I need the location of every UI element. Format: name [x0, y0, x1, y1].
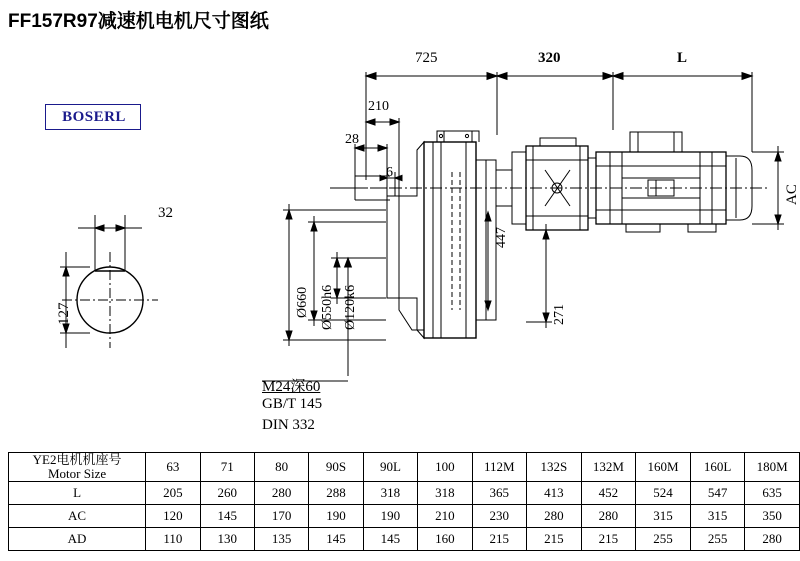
cell-AC-10: 315 — [690, 505, 745, 528]
note-thread-size: M24深60 — [262, 379, 321, 395]
electric-motor — [588, 132, 752, 232]
dim-447: 447 — [494, 227, 509, 248]
cell-L-7: 413 — [527, 482, 582, 505]
cell-AC-7: 280 — [527, 505, 582, 528]
cell-AC-11: 350 — [745, 505, 800, 528]
table-col-0: 63 — [146, 453, 200, 482]
cell-L-10: 547 — [690, 482, 745, 505]
cell-AC-3: 190 — [309, 505, 363, 528]
cell-AD-0: 110 — [146, 528, 200, 551]
dim-6: 6 — [386, 165, 393, 180]
cell-L-9: 524 — [636, 482, 691, 505]
cell-AC-8: 280 — [581, 505, 636, 528]
dim-32: 32 — [158, 205, 173, 221]
table-col-9: 160M — [636, 453, 691, 482]
dim-660: Ø660 — [295, 286, 310, 318]
cell-AD-2: 135 — [254, 528, 308, 551]
cell-L-11: 635 — [745, 482, 800, 505]
page-title: FF157R97减速机电机尺寸图纸 — [8, 11, 269, 32]
cell-AD-8: 215 — [581, 528, 636, 551]
note-standard-din: DIN 332 — [262, 417, 315, 433]
row-label-AC: AC — [9, 505, 146, 528]
table-header-label-en: Motor Size — [48, 466, 107, 481]
dim-120: Ø120k6 — [343, 284, 358, 330]
cell-L-3: 288 — [309, 482, 363, 505]
table-header-label-cn: YE2电机机座号 — [32, 452, 122, 467]
cell-L-0: 205 — [146, 482, 200, 505]
cell-AD-7: 215 — [527, 528, 582, 551]
cell-AD-4: 145 — [363, 528, 417, 551]
table-col-4: 90L — [363, 453, 417, 482]
table-col-8: 132M — [581, 453, 636, 482]
cell-L-1: 260 — [200, 482, 254, 505]
dim-320: 320 — [538, 50, 561, 66]
table-row — [9, 505, 800, 528]
cell-AD-10: 255 — [690, 528, 745, 551]
row-label-AD: AD — [9, 528, 146, 551]
table-row — [9, 528, 800, 551]
table-col-6: 112M — [472, 453, 527, 482]
cell-AC-4: 190 — [363, 505, 417, 528]
dim-271: 271 — [552, 304, 567, 325]
dim-725: 725 — [415, 50, 438, 66]
table-col-2: 80 — [254, 453, 308, 482]
cell-AD-11: 280 — [745, 528, 800, 551]
cell-L-2: 280 — [254, 482, 308, 505]
right-vertical-dimensions — [526, 146, 784, 328]
table-col-3: 90S — [309, 453, 363, 482]
cell-AD-5: 160 — [418, 528, 472, 551]
cell-L-6: 365 — [472, 482, 527, 505]
dim-210: 210 — [368, 99, 389, 114]
row-label-L: L — [9, 482, 146, 505]
dim-127: 127 — [56, 302, 72, 325]
cell-AC-0: 120 — [146, 505, 200, 528]
table-row — [9, 482, 800, 505]
top-dimension-lines — [355, 72, 752, 196]
cell-L-4: 318 — [363, 482, 417, 505]
table-col-1: 71 — [200, 453, 254, 482]
cell-AC-2: 170 — [254, 505, 308, 528]
dim-AC: AC — [784, 184, 800, 205]
cell-L-5: 318 — [418, 482, 472, 505]
cell-AC-5: 210 — [418, 505, 472, 528]
cell-AD-1: 130 — [200, 528, 254, 551]
table-header-row — [9, 453, 800, 482]
table-header-label — [9, 453, 146, 482]
table-col-10: 160L — [690, 453, 745, 482]
cell-L-8: 452 — [581, 482, 636, 505]
cell-AC-9: 315 — [636, 505, 691, 528]
cell-AD-9: 255 — [636, 528, 691, 551]
cell-AC-6: 230 — [472, 505, 527, 528]
dim-28: 28 — [345, 132, 359, 147]
brand-logo-text: BOSERL — [62, 109, 126, 125]
motor-adapter — [496, 138, 588, 230]
note-standard-gb: GB/T 145 — [262, 396, 323, 412]
table-col-5: 100 — [418, 453, 472, 482]
cell-AC-1: 145 — [200, 505, 254, 528]
gearbox-body — [387, 131, 496, 338]
motor-size-table — [8, 452, 800, 551]
cell-AD-6: 215 — [472, 528, 527, 551]
cell-AD-3: 145 — [309, 528, 363, 551]
dim-L: L — [677, 50, 688, 66]
dim-550: Ø550h6 — [320, 284, 335, 330]
table-col-7: 132S — [527, 453, 582, 482]
table-col-11: 180M — [745, 453, 800, 482]
left-end-view — [60, 215, 158, 348]
